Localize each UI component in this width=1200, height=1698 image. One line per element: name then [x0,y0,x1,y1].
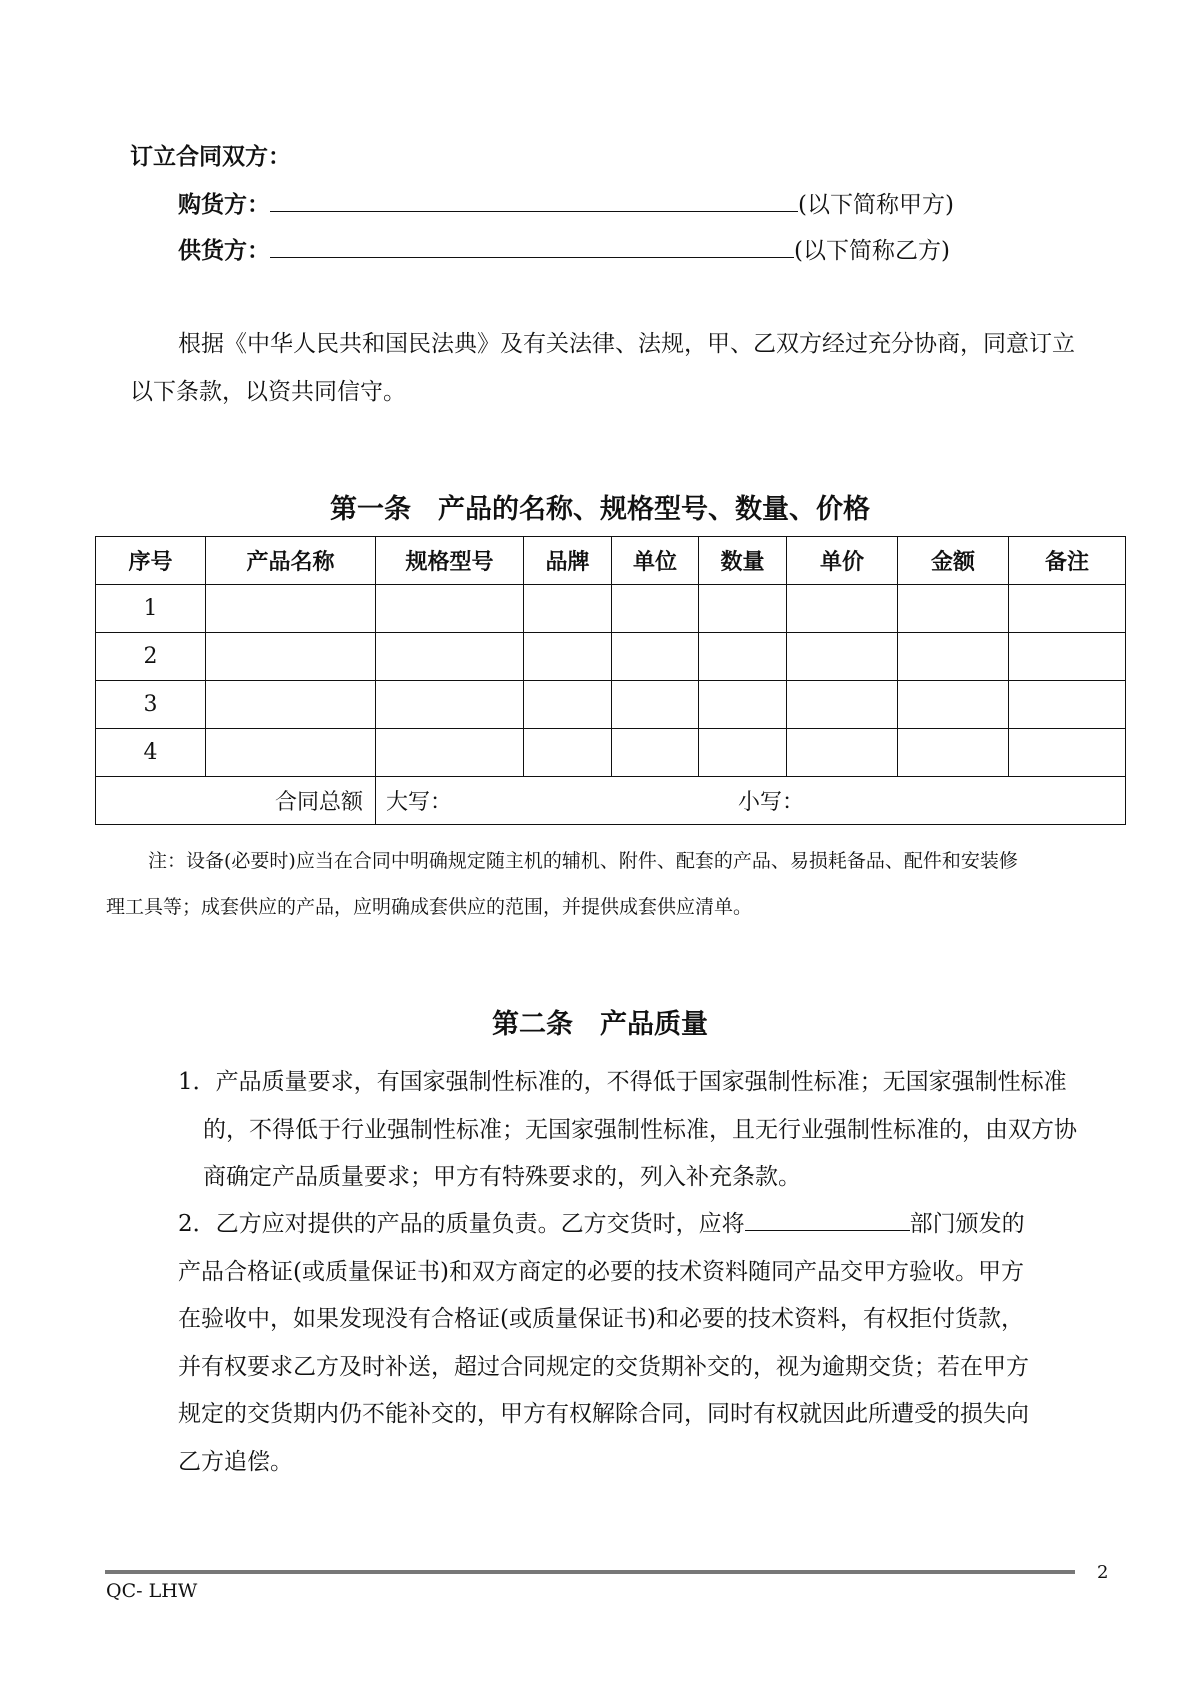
article2-p2-text-b: 部门颁发的 [909,1211,1025,1237]
table-cell[interactable] [376,681,524,729]
table-cell[interactable] [524,681,612,729]
buyer-suffix: (以下简称甲方) [798,192,954,218]
seller-label: 供货方： [178,237,270,264]
article2-p2-line-3: 在验收中，如果发现没有合格证(或质量保证书)和必要的技术资料，有权拒付货款， [178,1306,1024,1332]
row-number: 4 [96,729,206,777]
article2-p1-line-1: 1．产品质量要求，有国家强制性标准的，不得低于国家强制性标准；无国家强制性标准 [178,1069,1067,1095]
article2-heading: 第二条 产品质量 [492,1009,708,1040]
lower-amount-label: 小写： [738,790,805,815]
article2-p2-line-5: 规定的交货期内仍不能补交的，甲方有权解除合同，同时有权就因此所遭受的损失向 [178,1401,1029,1427]
total-row [96,777,1126,825]
table-cell[interactable] [1009,633,1126,681]
table-cell[interactable] [699,729,787,777]
table-cell[interactable] [206,681,376,729]
col-header: 产品名称 [206,537,376,585]
article2-p1-line-3: 商确定产品质量要求；甲方有特殊要求的，列入补充条款。 [203,1164,801,1190]
total-amount-cell[interactable] [376,777,1126,825]
intro-line-2: 以下条款，以资共同信守。 [130,379,406,405]
table-cell[interactable] [612,681,699,729]
table-cell[interactable] [898,633,1009,681]
page-number: 2 [1097,1562,1109,1583]
table-row [96,729,1126,777]
footer-code: QC- LHW [106,1580,198,1602]
table-cell[interactable] [376,729,524,777]
table-cell[interactable] [787,681,898,729]
table-cell[interactable] [376,633,524,681]
article2-p1-line-2: 的，不得低于行业强制性标准；无国家强制性标准，且无行业强制性标准的，由双方协 [203,1117,1077,1143]
seller-row [178,232,950,265]
buyer-row [178,186,954,219]
table-cell[interactable] [524,729,612,777]
article1-note-line-2: 理工具等；成套供应的产品，应明确成套供应的范围，并提供成套供应清单。 [106,896,753,918]
buyer-label: 购货方： [178,191,270,218]
col-header: 序号 [96,537,206,585]
table-cell[interactable] [524,585,612,633]
table-cell[interactable] [206,633,376,681]
table-cell[interactable] [699,633,787,681]
table-cell[interactable] [898,729,1009,777]
table-header-row [96,537,1126,585]
col-header: 规格型号 [376,537,524,585]
upper-amount-label: 大写： [386,790,453,815]
table-cell[interactable] [1009,585,1126,633]
table-cell[interactable] [206,729,376,777]
seller-blank[interactable] [270,235,794,258]
article2-p2-text-a: 2．乙方应对提供的产品的质量负责。乙方交货时，应将 [178,1211,745,1237]
article1-heading: 第一条 产品的名称、规格型号、数量、价格 [330,494,870,525]
table-cell[interactable] [206,585,376,633]
article2-p2-line-1 [178,1205,1025,1238]
row-number: 3 [96,681,206,729]
row-number: 2 [96,633,206,681]
seller-suffix: (以下简称乙方) [794,238,950,264]
table-cell[interactable] [898,585,1009,633]
table-cell[interactable] [612,729,699,777]
col-header: 备注 [1009,537,1126,585]
table-cell[interactable] [787,633,898,681]
table-cell[interactable] [699,585,787,633]
article1-note-line-1: 注：设备(必要时)应当在合同中明确规定随主机的辅机、附件、配套的产品、易损耗备品、配件和安装修 [148,850,1018,872]
table-cell[interactable] [787,585,898,633]
col-header: 数量 [699,537,787,585]
table-cell[interactable] [1009,729,1126,777]
col-header: 品牌 [524,537,612,585]
col-header: 金额 [898,537,1009,585]
department-blank[interactable] [745,1208,910,1231]
col-header: 单位 [612,537,699,585]
parties-title: 订立合同双方： [130,143,291,170]
table-cell[interactable] [612,585,699,633]
table-cell[interactable] [612,633,699,681]
table-cell[interactable] [524,633,612,681]
article2-p2-line-2: 产品合格证(或质量保证书)和双方商定的必要的技术资料随同产品交甲方验收。甲方 [178,1259,1024,1285]
product-table [95,536,1126,825]
table-row [96,633,1126,681]
total-label: 合同总额 [96,777,376,825]
table-row [96,681,1126,729]
article2-p2-line-6: 乙方追偿。 [178,1449,293,1475]
table-row [96,585,1126,633]
footer-divider [105,1570,1075,1574]
intro-line-1: 根据《中华人民共和国民法典》及有关法律、法规，甲、乙双方经过充分协商，同意订立 [178,331,1075,357]
col-header: 单价 [787,537,898,585]
buyer-blank[interactable] [270,189,798,212]
table-cell[interactable] [898,681,1009,729]
table-cell[interactable] [1009,681,1126,729]
table-cell[interactable] [787,729,898,777]
row-number: 1 [96,585,206,633]
table-cell[interactable] [699,681,787,729]
article2-p2-line-4: 并有权要求乙方及时补送，超过合同规定的交货期补交的，视为逾期交货；若在甲方 [178,1354,1029,1380]
table-cell[interactable] [376,585,524,633]
